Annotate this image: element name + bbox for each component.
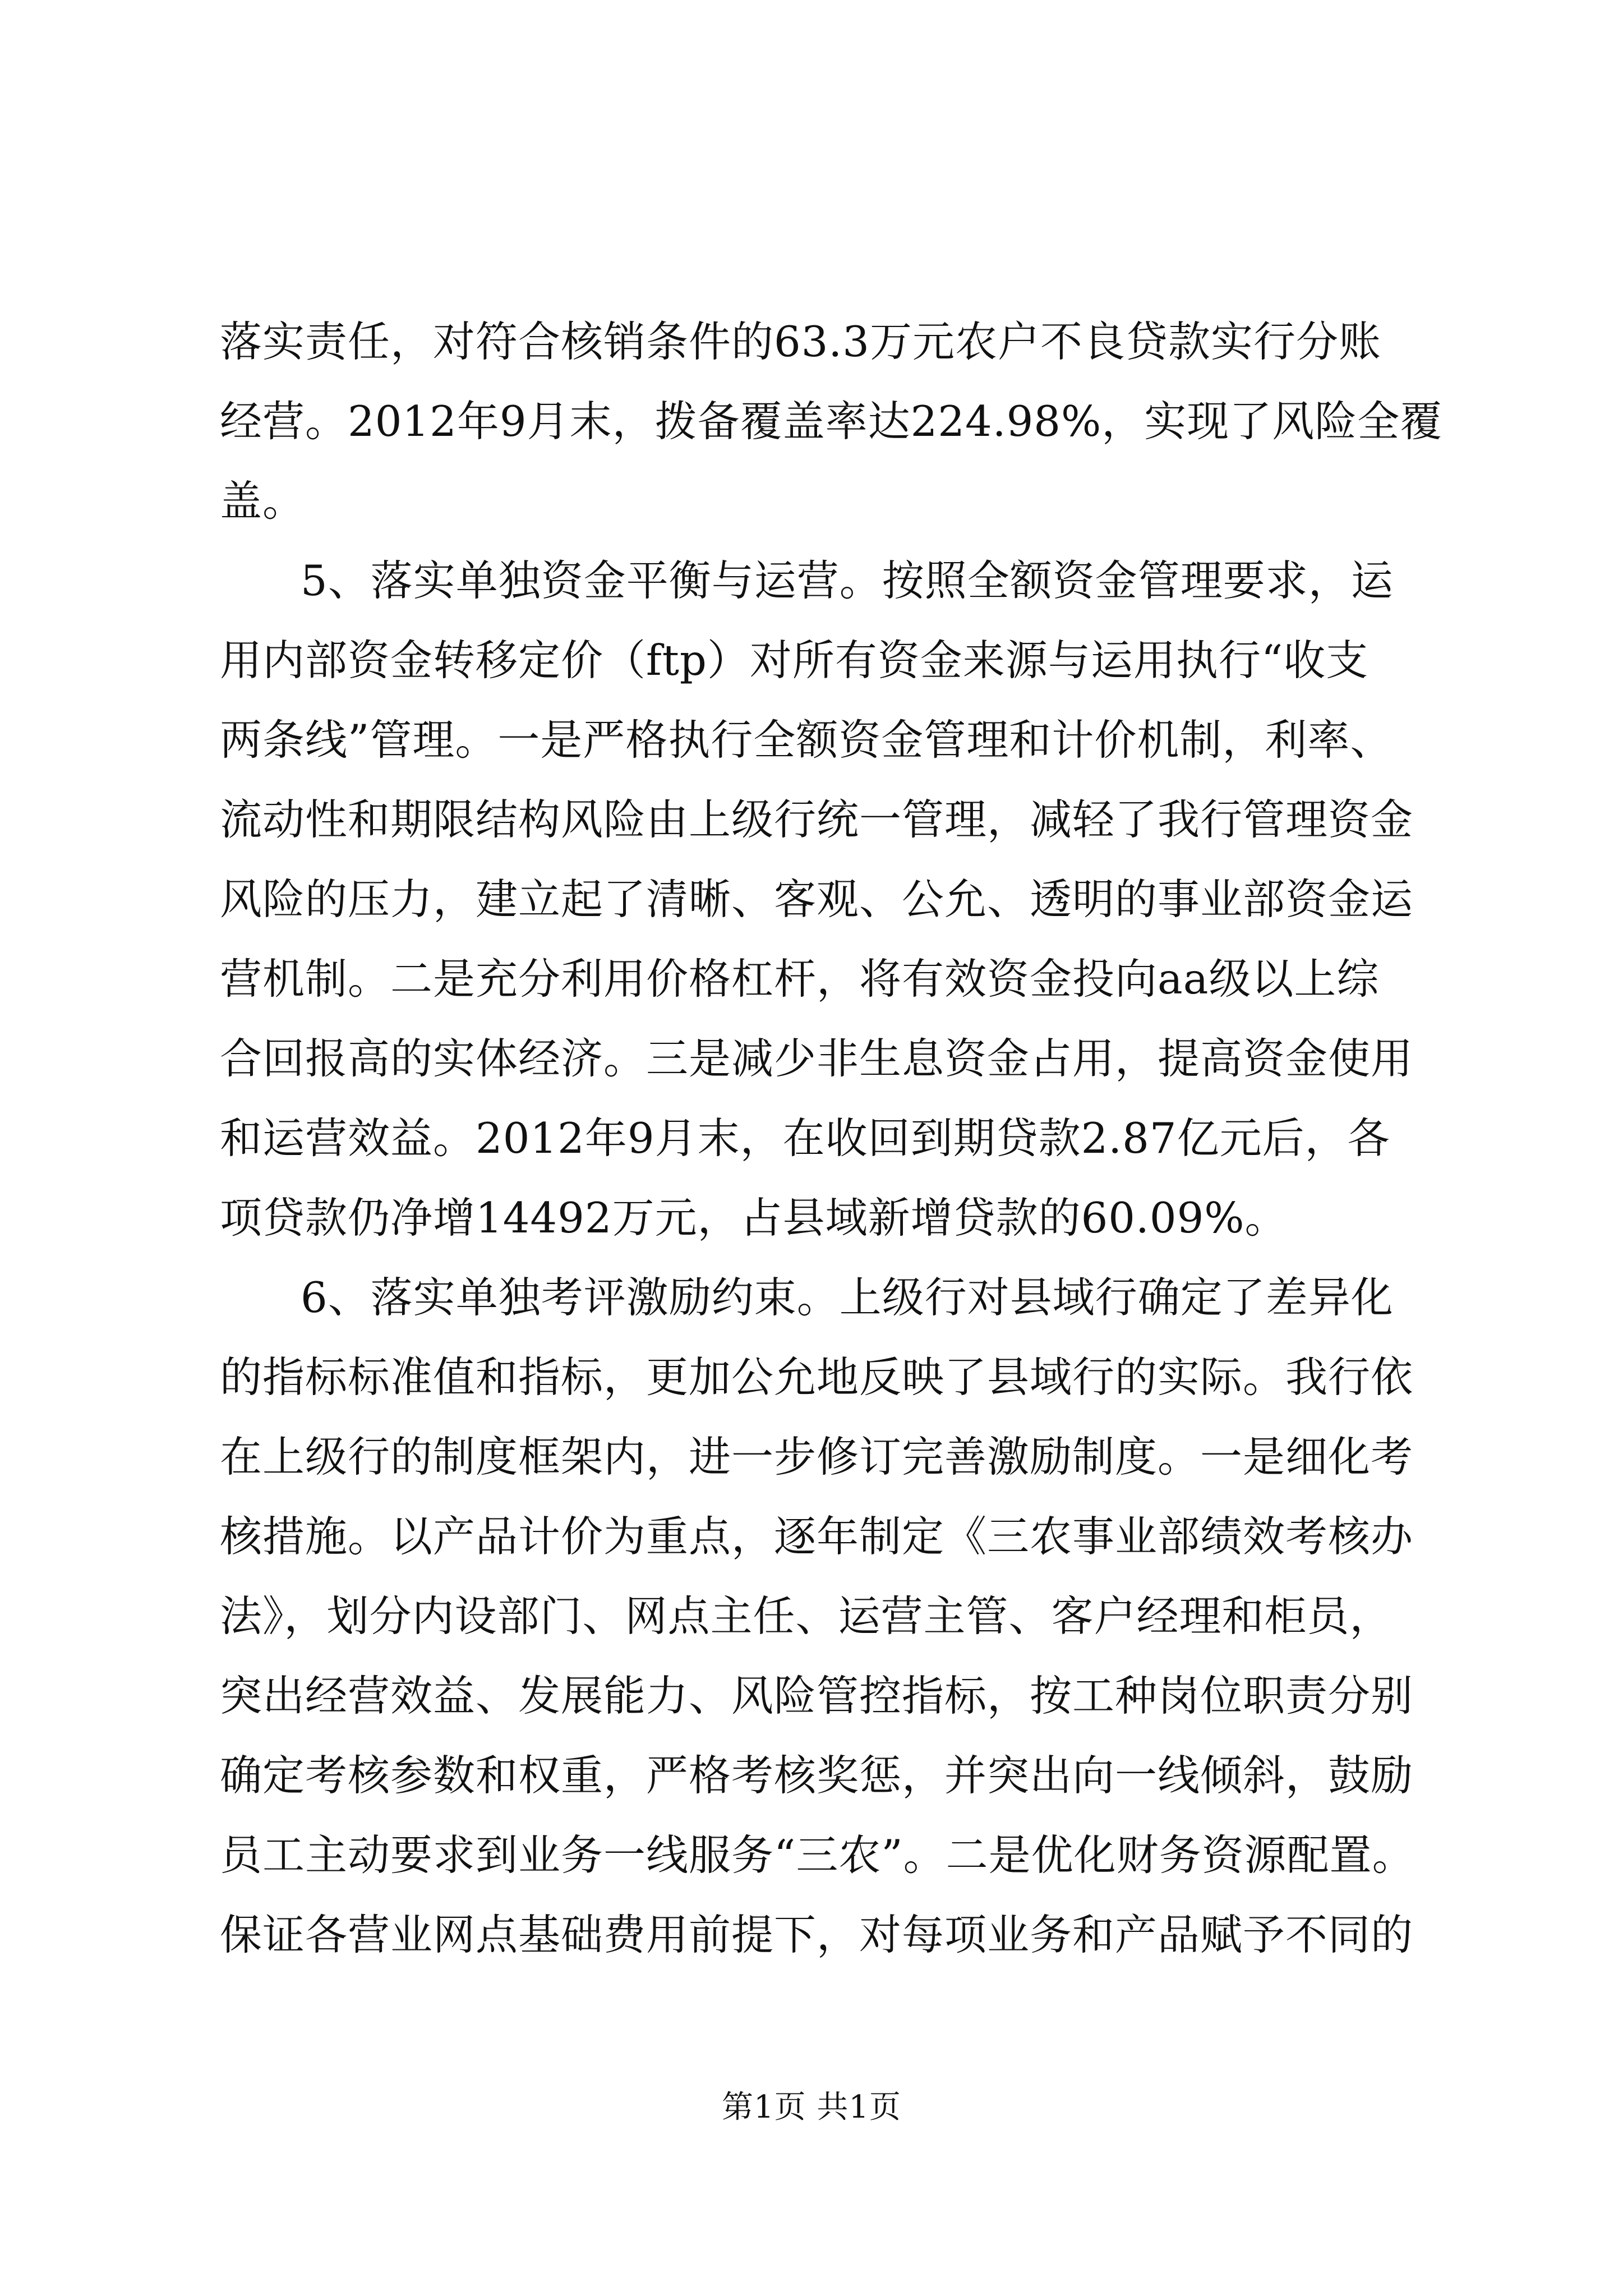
body-text-line: 经营。2012年9月末，拨备覆盖率达224.98%，实现了风险全覆 [220,397,1443,446]
body-text-line: 项贷款仍净增14492万元，占县域新增贷款的60.09%。 [220,1193,1288,1243]
body-text-line: 落实责任，对符合核销条件的63.3万元农户不良贷款实行分账 [220,317,1381,366]
body-text-line: 和运营效益。2012年9月末，在收回到期贷款2.87亿元后，各 [220,1114,1390,1163]
body-text-line: 营机制。二是充分利用价格杠杆，将有效资金投向aa级以上综 [220,954,1380,1004]
body-text-line: 盖。 [220,476,306,526]
body-text-line: 法》，划分内设部门、网点主任、运营主管、客户经理和柜员， [220,1591,1393,1641]
body-text-line: 保证各营业网点基础费用前提下，对每项业务和产品赋予不同的 [220,1910,1414,1959]
body-text-line: 员工主动要求到业务一线服务“三农”。二是优化财务资源配置。 [220,1830,1415,1880]
page-number-footer: 第1页 共1页 [721,2089,902,2125]
paragraph-6-first-line: 6、落实单独考评激励约束。上级行对县域行确定了差异化 [301,1273,1394,1322]
body-text-line: 两条线”管理。一是严格执行全额资金管理和计价机制，利率、 [220,715,1393,765]
body-text-line: 合回报高的实体经济。三是减少非生息资金占用，提高资金使用 [220,1034,1414,1083]
body-text-line: 的指标标准值和指标，更加公允地反映了县域行的实际。我行依 [220,1352,1414,1402]
body-text-line: 在上级行的制度框架内，进一步修订完善激励制度。一是细化考 [220,1432,1414,1481]
body-text-line: 突出经营效益、发展能力、风险管控指标，按工种岗位职责分别 [220,1671,1414,1720]
body-text-line: 确定考核参数和权重，严格考核奖惩，并突出向一线倾斜，鼓励 [220,1751,1414,1800]
body-text-line: 风险的压力，建立起了清晰、客观、公允、透明的事业部资金运 [220,875,1414,924]
body-text-line: 用内部资金转移定价（ftp）对所有资金来源与运用执行“收支 [220,636,1369,685]
body-text-line: 流动性和期限结构风险由上级行统一管理，减轻了我行管理资金 [220,795,1414,844]
paragraph-5-first-line: 5、落实单独资金平衡与运营。按照全额资金管理要求，运 [301,556,1394,605]
body-text-line: 核措施。以产品计价为重点，逐年制定《三农事业部绩效考核办 [220,1512,1414,1561]
